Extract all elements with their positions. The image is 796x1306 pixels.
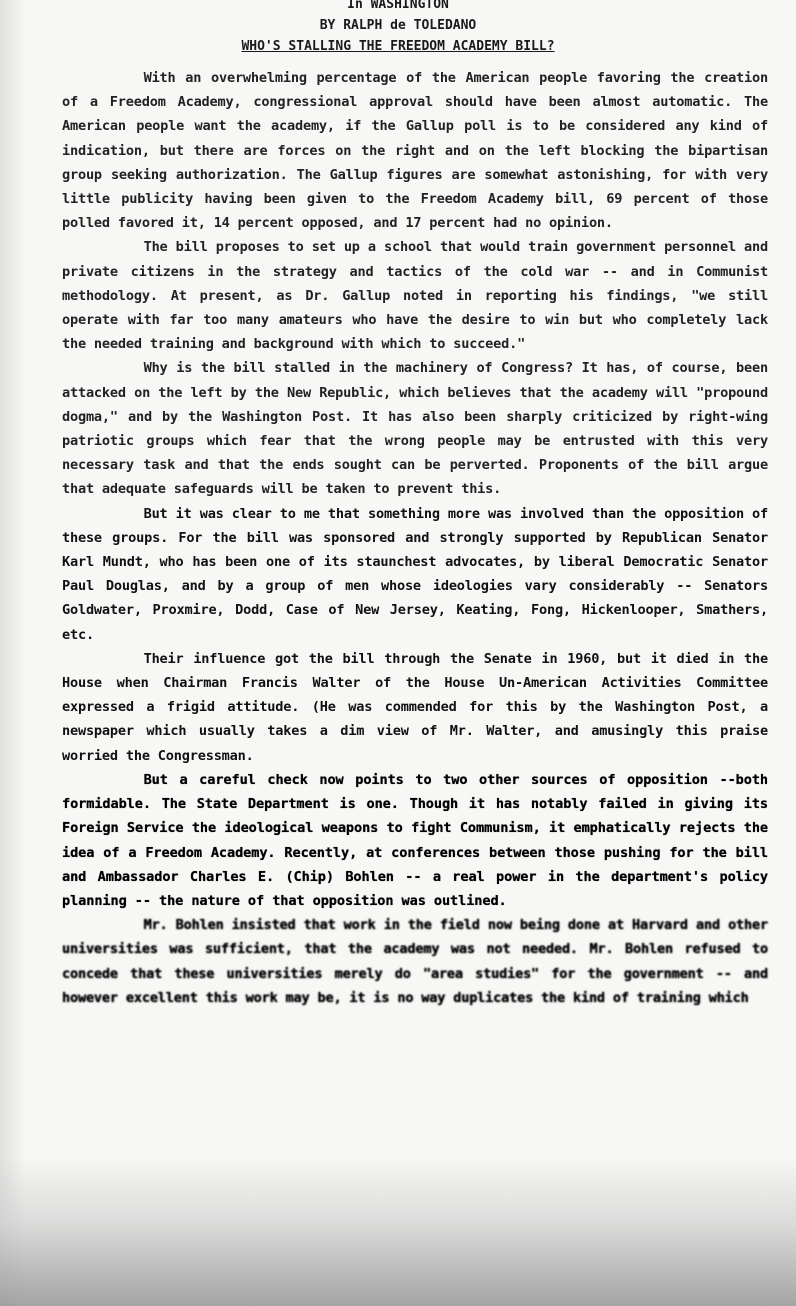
byline: BY RALPH de TOLEDANO [319,18,477,33]
paragraph-6: But a careful check now points to two other sources of opposition --both formidable. The State Department is one. Though it has notably failed in giving its Foreign Service the ideological weapons to fight Communism, it emphatically rejects the idea of a Freedom Academy. Recently, at conferences between those pushing for the bill and Ambassador Charles E. (Chip) Bohlen -- a real power in the department's policy planning -- the nature of that opposition was outlined. [62,771,768,909]
column-name: In WASHINGTON [347,0,449,12]
scan-fade-bottom [0,1156,796,1306]
scan-shadow [0,0,26,1306]
paragraph-4: But it was clear to me that something more was involved than the opposition of these groups. For the bill was sponsored and strongly supported by Republican Senator Karl Mundt, who has been one of its staunchest advocates, by liberal Democratic Senator Paul Douglas, and by a group of men whose ideologies vary considerably -- Senators Goldwater, Proxmire, Dodd, Case of New Jersey, Keating, Fong, Hickenlooper, Smathers, etc. [62,505,768,643]
paragraph-7: Mr. Bohlen insisted that work in the field now being done at Harvard and other universities was sufficient, that the academy was not needed. Mr. Bohlen refused to concede that these universities merely do "area studies" for the government -- and however excellent this work may be, it is no way duplicates the kind of training which [62,917,768,1006]
paragraph-3: Why is the bill stalled in the machinery of Congress? It has, of course, been attacked on the left by the New Republic, which believes that the academy will "propound dogma," and by the Washington Post. It has also been sharply criticized by right-wing patriotic groups which fear that the wrong people may be entrusted with this very necessary task and that the ends sought can be perverted. Proponents of the bill argue that adequate safeguards will be taken to prevent this. [62,360,768,498]
article-header [0,0,796,57]
paragraph-1: With an overwhelming percentage of the American people favoring the creation of a Freedom Academy, congressional approval should have been almost automatic. The American people want the academy, if the Gallup poll is to be considered any kind of indication, but there are forces on the right and on the left blocking the bipartisan group seeking authorization. The Gallup figures are somewhat astonishing, for with very little publicity having been given to the Freedom Academy bill, 69 percent of those polled favored it, 14 percent opposed, and 17 percent had no opinion. [62,70,768,232]
article-body [62,66,768,1010]
article-title: WHO'S STALLING THE FREEDOM ACADEMY BILL? [241,39,555,54]
paragraph-5: Their influence got the bill through the Senate in 1960, but it died in the House when Chairman Francis Walter of the House Un-American Activities Committee expressed a frigid attitude. (He was commended for this by the Washington Post, a newspaper which usually takes a dim view of Mr. Walter, and amusingly this praise worried the Congressman. [62,650,768,764]
paragraph-2: The bill proposes to set up a school that would train government personnel and private citizens in the strategy and tactics of the cold war -- and in Communist methodology. At present, as Dr. Gallup noted in reporting his findings, "we still operate with far too many amateurs who have the desire to win but who completely lack the needed training and background with which to succeed." [62,239,768,353]
